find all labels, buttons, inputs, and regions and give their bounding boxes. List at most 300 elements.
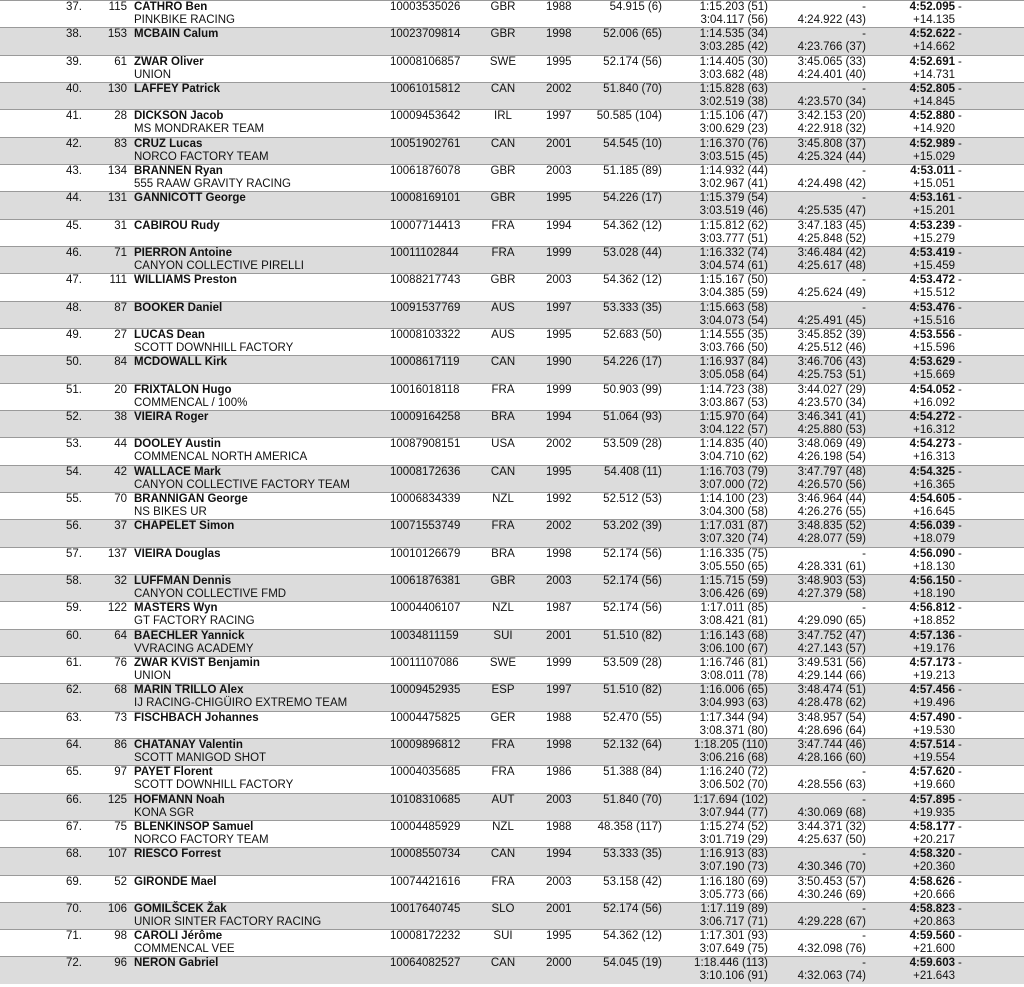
time-gap: +14.731: [913, 68, 955, 81]
split-1: 1:16.332 (74): [699, 246, 768, 259]
split-4: 4:30.069 (68): [797, 806, 866, 819]
split-2: 3:07.190 (73): [699, 861, 768, 874]
time-gap: +19.496: [913, 697, 955, 710]
rider-name: BRANNIGAN George: [134, 492, 248, 505]
table-row: [0, 492, 1024, 519]
finish-time: 4:54.605: [909, 492, 955, 505]
position: 51.: [66, 383, 82, 396]
position: 42.: [66, 137, 82, 150]
table-row: [0, 601, 1024, 628]
extra-mark: -: [958, 1, 962, 13]
split-4: 4:25.324 (44): [797, 150, 866, 163]
extra-mark: -: [958, 410, 962, 423]
extra-mark: -: [958, 219, 962, 232]
finish-time: 4:53.161: [909, 192, 955, 205]
rider-name: CHATANAY Valentin: [134, 738, 243, 751]
bib-number: 111: [109, 274, 127, 287]
bib-number: 86: [114, 738, 127, 751]
table-row: [0, 656, 1024, 683]
split-3: -: [862, 793, 866, 806]
rider-name: BLENKINSOP Samuel: [134, 820, 254, 833]
extra-mark: -: [958, 383, 962, 396]
extra-mark: -: [958, 574, 962, 587]
year-of-birth: 2002: [546, 438, 572, 451]
split-4: 4:25.848 (52): [797, 232, 866, 245]
rider-name: BOOKER Daniel: [134, 301, 223, 314]
rider-name: CAROLI Jérôme: [134, 930, 223, 943]
time-gap: +14.920: [913, 123, 955, 136]
time-gap: +16.092: [913, 396, 955, 409]
split-3: 3:47.744 (46): [797, 738, 866, 751]
split-1: 1:15.167 (50): [699, 274, 768, 287]
extra-mark: -: [958, 547, 962, 560]
split-4: 4:30.246 (69): [797, 888, 866, 901]
position: 66.: [66, 793, 82, 806]
table-row: [0, 847, 1024, 874]
year-of-birth: 1988: [546, 820, 572, 833]
split-1: 1:17.694 (102): [693, 793, 768, 806]
extra-mark: -: [958, 137, 962, 150]
speed-trap: 54.362 (12): [603, 219, 662, 232]
time-gap: +19.176: [913, 642, 955, 655]
split-2: 3:08.421 (81): [699, 615, 768, 628]
year-of-birth: 1999: [546, 383, 572, 396]
split-2: 3:08.371 (80): [699, 724, 768, 737]
split-1: 1:16.370 (76): [699, 137, 768, 150]
uci-id: 10008617119: [390, 356, 460, 369]
time-gap: +18.190: [913, 587, 955, 600]
uci-id: 10004406107: [390, 602, 461, 615]
time-gap: +16.312: [913, 423, 955, 436]
uci-id: 10010126679: [390, 547, 461, 560]
year-of-birth: 1988: [546, 711, 572, 724]
table-row: [0, 273, 1024, 300]
rider-name: CABIROU Rudy: [134, 219, 220, 232]
year-of-birth: 1994: [546, 848, 572, 861]
team-name: PINKBIKE RACING: [134, 14, 235, 26]
split-4: 4:26.276 (55): [797, 505, 866, 518]
split-1: 1:18.446 (113): [694, 957, 768, 970]
finish-time: 4:52.880: [909, 110, 955, 123]
table-row: [0, 519, 1024, 546]
rider-name: WALLACE Mark: [134, 465, 221, 478]
nationality: GBR: [490, 1, 516, 13]
speed-trap: 53.509 (28): [603, 438, 662, 451]
nationality: USA: [491, 438, 515, 451]
extra-mark: -: [958, 629, 962, 642]
position: 62.: [66, 684, 82, 697]
rider-name: PAYET Florent: [134, 766, 213, 779]
split-3: 3:48.069 (49): [797, 438, 866, 451]
table-row: [0, 219, 1024, 246]
speed-trap: 53.509 (28): [603, 656, 662, 669]
rider-name: MASTERS Wyn: [134, 602, 218, 615]
split-2: 3:02.967 (41): [699, 177, 768, 190]
finish-time: 4:53.419: [909, 246, 955, 259]
nationality: SUI: [493, 629, 513, 642]
team-name: NORCO FACTORY TEAM: [134, 833, 269, 846]
team-name: COMMENCAL NORTH AMERICA: [134, 451, 308, 464]
finish-time: 4:54.273: [909, 438, 955, 451]
split-4: 4:27.379 (58): [797, 587, 866, 600]
speed-trap: 53.202 (39): [603, 520, 662, 533]
year-of-birth: 1995: [546, 328, 572, 341]
finish-time: 4:54.325: [909, 465, 955, 478]
year-of-birth: 2001: [546, 629, 572, 642]
uci-id: 10008103322: [390, 328, 461, 341]
nationality: SUI: [493, 930, 513, 943]
year-of-birth: 2003: [546, 875, 572, 888]
speed-trap: 52.006 (65): [603, 28, 662, 41]
split-4: 4:24.401 (40): [797, 68, 866, 81]
split-2: 3:02.519 (38): [699, 95, 768, 108]
split-2: 3:06.502 (70): [699, 779, 768, 792]
split-1: 1:16.006 (65): [699, 684, 768, 697]
bib-number: 38: [114, 410, 127, 423]
split-3: -: [862, 957, 866, 970]
uci-id: 10108310685: [390, 793, 461, 806]
bib-number: 68: [114, 684, 127, 697]
speed-trap: 51.388 (84): [603, 766, 662, 779]
table-row: [0, 410, 1024, 437]
year-of-birth: 1988: [546, 1, 572, 13]
position: 41.: [66, 110, 82, 123]
split-4: 4:26.570 (56): [797, 478, 866, 491]
time-gap: +15.201: [913, 205, 955, 218]
uci-id: 10016018118: [390, 383, 460, 396]
time-gap: +18.130: [913, 560, 955, 573]
year-of-birth: 1995: [546, 930, 572, 943]
split-2: 3:00.629 (23): [699, 123, 768, 136]
uci-id: 10004485929: [390, 820, 461, 833]
position: 67.: [66, 820, 82, 833]
extra-mark: -: [958, 492, 962, 505]
position: 70.: [66, 902, 82, 915]
extra-mark: -: [958, 301, 962, 314]
table-row: [0, 956, 1024, 983]
position: 60.: [66, 629, 82, 642]
nationality: AUT: [491, 793, 515, 806]
rider-name: CHAPELET Simon: [134, 520, 235, 533]
split-3: 3:46.964 (44): [797, 492, 866, 505]
finish-time: 4:53.239: [909, 219, 955, 232]
position: 69.: [66, 875, 82, 888]
split-1: 1:14.555 (35): [699, 328, 768, 341]
team-name: CANYON COLLECTIVE FMD: [134, 587, 287, 600]
time-gap: +15.029: [913, 150, 955, 163]
table-row: [0, 629, 1024, 656]
time-gap: +14.662: [913, 41, 955, 54]
split-1: 1:16.180 (69): [699, 875, 768, 888]
nationality: BRA: [491, 410, 515, 423]
bib-number: 84: [114, 356, 127, 369]
nationality: CAN: [490, 356, 516, 369]
split-1: 1:15.828 (63): [699, 82, 768, 95]
nationality: CAN: [490, 957, 516, 970]
finish-time: 4:57.490: [909, 711, 955, 724]
split-3: 3:47.183 (45): [797, 219, 866, 232]
nationality: FRA: [491, 520, 515, 533]
nationality: SWE: [489, 55, 517, 68]
split-2: 3:06.717 (71): [699, 915, 768, 928]
split-4: 4:32.098 (76): [797, 943, 866, 956]
rider-name: FRIXTALON Hugo: [134, 383, 232, 396]
bib-number: 70: [114, 492, 127, 505]
split-3: 3:48.903 (53): [797, 574, 866, 587]
time-gap: +15.512: [913, 287, 955, 300]
extra-mark: -: [958, 28, 962, 41]
speed-trap: 54.408 (11): [604, 465, 662, 478]
time-gap: +21.643: [913, 970, 955, 983]
nationality: GBR: [490, 28, 516, 41]
split-4: 4:28.478 (62): [797, 697, 866, 710]
rider-name: CRUZ Lucas: [134, 137, 203, 150]
speed-trap: 53.028 (44): [603, 246, 662, 259]
bib-number: 87: [114, 301, 127, 314]
finish-time: 4:52.691: [909, 55, 955, 68]
rider-name: BRANNEN Ryan: [134, 164, 223, 177]
rider-name: ZWAR KVIST Benjamin: [134, 656, 260, 669]
split-1: 1:16.240 (72): [699, 766, 768, 779]
nationality: ESP: [491, 684, 515, 697]
year-of-birth: 1990: [546, 356, 572, 369]
year-of-birth: 2002: [546, 82, 572, 95]
team-name: NS BIKES UR: [134, 505, 207, 518]
table-row: [0, 683, 1024, 710]
split-2: 3:04.385 (59): [699, 287, 768, 300]
bib-number: 115: [108, 1, 127, 13]
year-of-birth: 1994: [546, 410, 572, 423]
position: 45.: [66, 219, 82, 232]
uci-id: 10088217743: [390, 274, 461, 287]
rider-name: ZWAR Oliver: [134, 55, 204, 68]
split-2: 3:04.300 (58): [699, 505, 768, 518]
split-3: -: [862, 547, 866, 560]
split-4: 4:27.143 (57): [797, 642, 866, 655]
bib-number: 96: [114, 957, 127, 970]
nationality: SWE: [489, 656, 517, 669]
bib-number: 20: [114, 383, 127, 396]
bib-number: 153: [107, 28, 127, 41]
uci-id: 10061015812: [390, 82, 461, 95]
time-gap: +15.669: [913, 369, 955, 382]
split-2: 3:07.320 (74): [699, 533, 768, 546]
team-name: CANYON COLLECTIVE PIRELLI: [134, 259, 304, 272]
position: 39.: [66, 55, 82, 68]
nationality: FRA: [491, 738, 515, 751]
split-1: 1:16.746 (81): [699, 656, 768, 669]
team-name: UNION: [134, 669, 172, 682]
nationality: GER: [490, 711, 516, 724]
table-row: [0, 465, 1024, 492]
nationality: CAN: [490, 137, 516, 150]
speed-trap: 51.510 (82): [603, 629, 662, 642]
split-1: 1:15.812 (62): [699, 219, 768, 232]
split-1: 1:17.119 (89): [700, 902, 768, 915]
split-2: 3:04.574 (61): [699, 259, 768, 272]
uci-id: 10007714413: [390, 219, 461, 232]
rider-name: MARIN TRILLO Alex: [134, 684, 244, 697]
position: 57.: [66, 547, 82, 560]
uci-id: 10008550734: [390, 848, 461, 861]
uci-id: 10087908151: [390, 438, 461, 451]
extra-mark: -: [958, 164, 962, 177]
split-2: 3:03.867 (53): [699, 396, 768, 409]
split-3: 3:45.065 (33): [797, 55, 866, 68]
position: 72.: [66, 957, 82, 970]
year-of-birth: 2000: [546, 957, 572, 970]
finish-time: 4:57.620: [909, 766, 955, 779]
year-of-birth: 1997: [546, 684, 572, 697]
finish-time: 4:58.177: [909, 820, 955, 833]
speed-trap: 53.158 (42): [603, 875, 662, 888]
table-row: [0, 328, 1024, 355]
table-row: [0, 82, 1024, 109]
split-1: 1:17.011 (85): [700, 602, 768, 615]
bib-number: 98: [114, 930, 127, 943]
uci-id: 10009896812: [390, 738, 461, 751]
bib-number: 31: [114, 219, 127, 232]
position: 58.: [66, 574, 82, 587]
finish-time: 4:58.320: [909, 848, 955, 861]
split-3: 3:46.706 (43): [797, 356, 866, 369]
split-2: 3:04.117 (56): [700, 14, 768, 26]
uci-id: 10006834339: [390, 492, 461, 505]
team-name: COMMENCAL / 100%: [134, 396, 248, 409]
finish-time: 4:57.136: [909, 629, 955, 642]
split-2: 3:03.682 (48): [699, 68, 768, 81]
split-4: 4:26.198 (54): [797, 451, 866, 464]
split-2: 3:06.216 (68): [699, 751, 768, 764]
bib-number: 137: [107, 547, 127, 560]
rider-name: MCBAIN Calum: [134, 28, 219, 41]
rider-name: BAECHLER Yannick: [134, 629, 245, 642]
nationality: CAN: [490, 82, 516, 95]
split-1: 1:15.663 (58): [699, 301, 768, 314]
time-gap: +19.554: [913, 751, 955, 764]
table-row: [0, 355, 1024, 382]
split-2: 3:10.106 (91): [699, 970, 768, 983]
split-4: 4:28.556 (63): [797, 779, 866, 792]
finish-time: 4:52.989: [909, 137, 955, 150]
extra-mark: -: [958, 848, 962, 861]
split-2: 3:04.993 (63): [699, 697, 768, 710]
uci-id: 10071553749: [390, 520, 461, 533]
split-2: 3:05.773 (66): [699, 888, 768, 901]
split-3: 3:48.957 (54): [797, 711, 866, 724]
split-1: 1:16.143 (68): [699, 629, 768, 642]
split-3: -: [862, 301, 866, 314]
split-4: 4:22.918 (32): [797, 123, 866, 136]
split-3: 3:44.371 (32): [797, 820, 866, 833]
time-gap: +19.935: [913, 806, 955, 819]
rider-name: GIRONDE Mael: [134, 875, 217, 888]
rider-name: LUCAS Dean: [134, 328, 205, 341]
speed-trap: 52.174 (56): [603, 902, 662, 915]
bib-number: 37: [114, 520, 127, 533]
speed-trap: 52.174 (56): [603, 55, 662, 68]
year-of-birth: 1994: [546, 219, 572, 232]
bib-number: 97: [114, 766, 127, 779]
nationality: FRA: [491, 383, 515, 396]
position: 47.: [66, 274, 82, 287]
nationality: NZL: [492, 492, 514, 505]
finish-time: 4:57.456: [909, 684, 955, 697]
bib-number: 76: [114, 656, 127, 669]
bib-number: 75: [114, 820, 127, 833]
bib-number: 42: [114, 465, 127, 478]
position: 40.: [66, 82, 82, 95]
year-of-birth: 2003: [546, 793, 572, 806]
nationality: GBR: [490, 192, 516, 205]
speed-trap: 54.915 (6): [609, 1, 662, 13]
split-3: 3:45.808 (37): [797, 137, 866, 150]
rider-name: MCDOWALL Kirk: [134, 356, 228, 369]
split-3: -: [862, 848, 866, 861]
table-row: [0, 191, 1024, 218]
time-gap: +14.135: [913, 14, 955, 26]
extra-mark: -: [958, 602, 962, 615]
speed-trap: 52.470 (55): [603, 711, 662, 724]
nationality: IRL: [494, 110, 512, 123]
split-3: -: [862, 28, 866, 41]
extra-mark: -: [958, 793, 962, 806]
split-4: 4:28.331 (61): [797, 560, 866, 573]
year-of-birth: 1992: [546, 492, 572, 505]
extra-mark: -: [958, 684, 962, 697]
split-4: 4:23.570 (34): [797, 95, 866, 108]
split-1: 1:15.970 (64): [699, 410, 768, 423]
split-3: 3:50.453 (57): [797, 875, 866, 888]
bib-number: 107: [107, 848, 127, 861]
uci-id: 10009453642: [390, 110, 461, 123]
time-gap: +15.596: [913, 341, 955, 354]
table-row: [0, 437, 1024, 464]
year-of-birth: 1995: [546, 192, 572, 205]
extra-mark: -: [958, 656, 962, 669]
table-row: [0, 765, 1024, 792]
rider-name: LAFFEY Patrick: [134, 82, 221, 95]
position: 52.: [66, 410, 82, 423]
split-1: 1:15.274 (52): [699, 820, 768, 833]
split-4: 4:25.624 (49): [797, 287, 866, 300]
team-name: SCOTT MANIGOD SHOT: [134, 751, 267, 764]
split-2: 3:03.285 (42): [699, 41, 768, 54]
uci-id: 10051902761: [390, 137, 461, 150]
rider-name: NERON Gabriel: [134, 957, 219, 970]
split-3: 3:42.153 (20): [797, 110, 866, 123]
year-of-birth: 1998: [546, 547, 572, 560]
rider-name: CATHRO Ben: [134, 1, 208, 13]
team-name: IJ RACING-CHIGÜIRO EXTREMO TEAM: [134, 697, 348, 710]
nationality: BRA: [491, 547, 515, 560]
speed-trap: 50.903 (99): [603, 383, 662, 396]
split-3: -: [862, 274, 866, 287]
split-4: 4:29.144 (66): [797, 669, 866, 682]
uci-id: 10008106857: [390, 55, 461, 68]
split-3: 3:45.852 (39): [797, 328, 866, 341]
speed-trap: 54.226 (17): [603, 192, 662, 205]
speed-trap: 50.585 (104): [596, 110, 662, 123]
extra-mark: -: [958, 328, 962, 341]
rider-name: GOMILŠCEK Žak: [134, 902, 227, 915]
position: 71.: [66, 930, 82, 943]
split-2: 3:08.011 (78): [700, 669, 768, 682]
rider-name: PIERRON Antoine: [134, 246, 232, 259]
year-of-birth: 2001: [546, 902, 572, 915]
split-3: -: [862, 164, 866, 177]
split-3: -: [862, 602, 866, 615]
